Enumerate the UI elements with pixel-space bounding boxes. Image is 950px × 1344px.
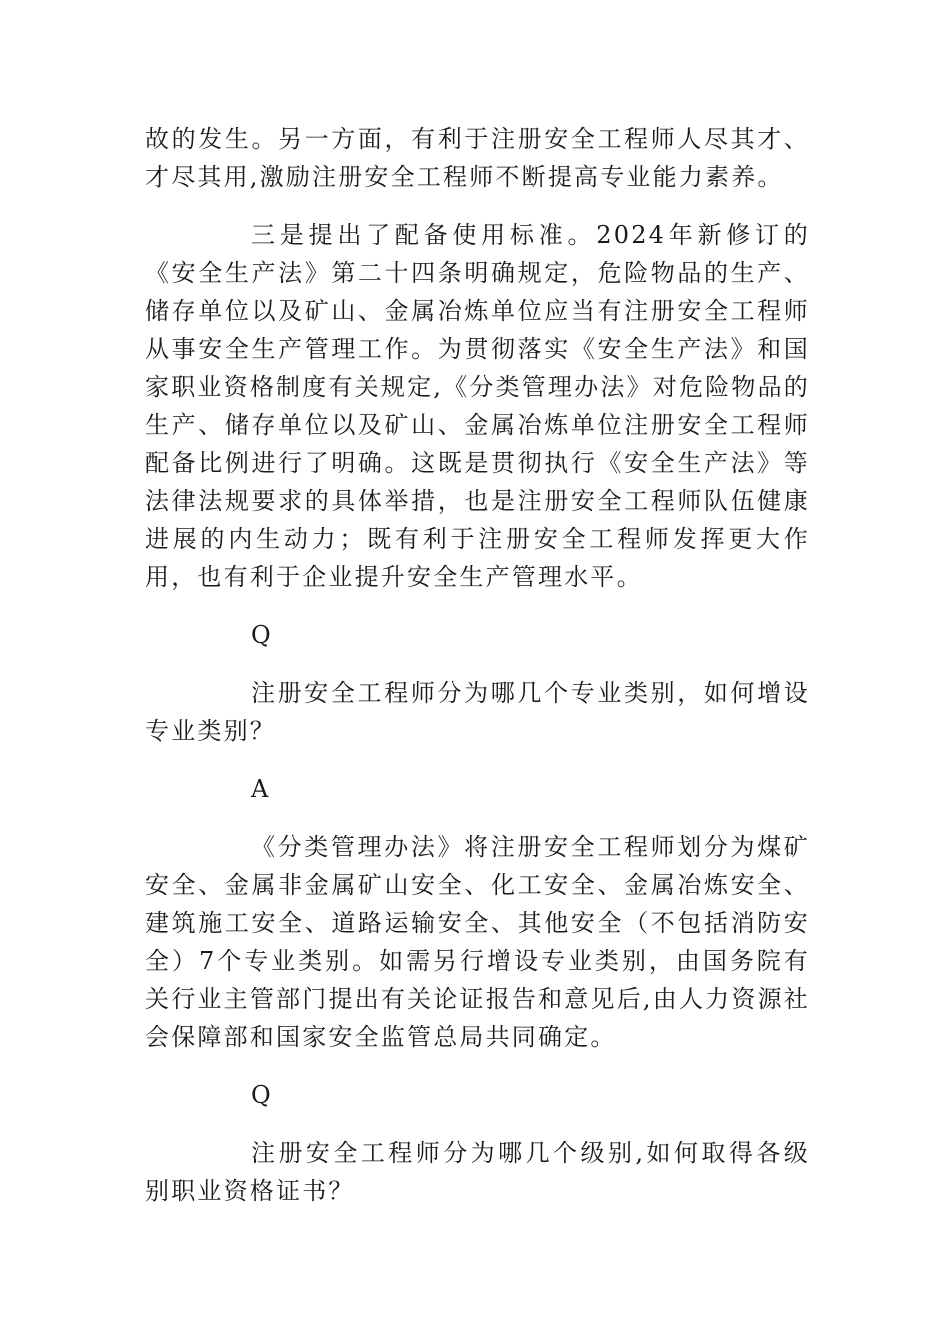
answer-specialty-categories: 《分类管理办法》将注册安全工程师划分为煤矿安全、金属非金属矿山安全、化工安全、金属冶炼安全、建筑施工安全、道路运输安全、其他安全（不包括消防安全）7个专业类别。如需另行增设专业类别，由国务院有关行业主管部门提出有关论证报告和意见后,由人力资源社会保障部和国家安全监管总局共同确定。 bbox=[145, 833, 810, 1051]
question-levels-certificates: 注册安全工程师分为哪几个级别,如何取得各级别职业资格证书？ bbox=[145, 1139, 810, 1205]
answer-marker: A bbox=[251, 775, 269, 803]
question-marker: Q bbox=[251, 621, 271, 649]
question-specialty-categories: 注册安全工程师分为哪几个专业类别，如何增设专业类别？ bbox=[145, 679, 810, 745]
question-marker: Q bbox=[251, 1081, 271, 1109]
paragraph-staffing-standard: 三是提出了配备使用标准。2024年新修订的《安全生产法》第二十四条明确规定，危险物品的生产、储存单位以及矿山、金属冶炼单位应当有注册安全工程师从事安全生产管理工作。为贯彻落实《安全生产法》和国家职业资格制度有关规定,《分类管理办法》对危险物品的生产、储存单位以及矿山、金属冶炼单位注册安全工程师配备比例进行了明确。这既是贯彻执行《安全生产法》等法律法规要求的具体举措，也是注册安全工程师队伍健康进展的内生动力；既有利于注册安全工程师发挥更大作用，也有利于企业提升安全生产管理水平。 bbox=[145, 221, 810, 591]
paragraph-continuation: 故的发生。另一方面，有利于注册安全工程师人尽其才、才尽其用,激励注册安全工程师不断提高专业能力素养。 bbox=[145, 125, 810, 191]
document-page bbox=[145, 120, 810, 1230]
